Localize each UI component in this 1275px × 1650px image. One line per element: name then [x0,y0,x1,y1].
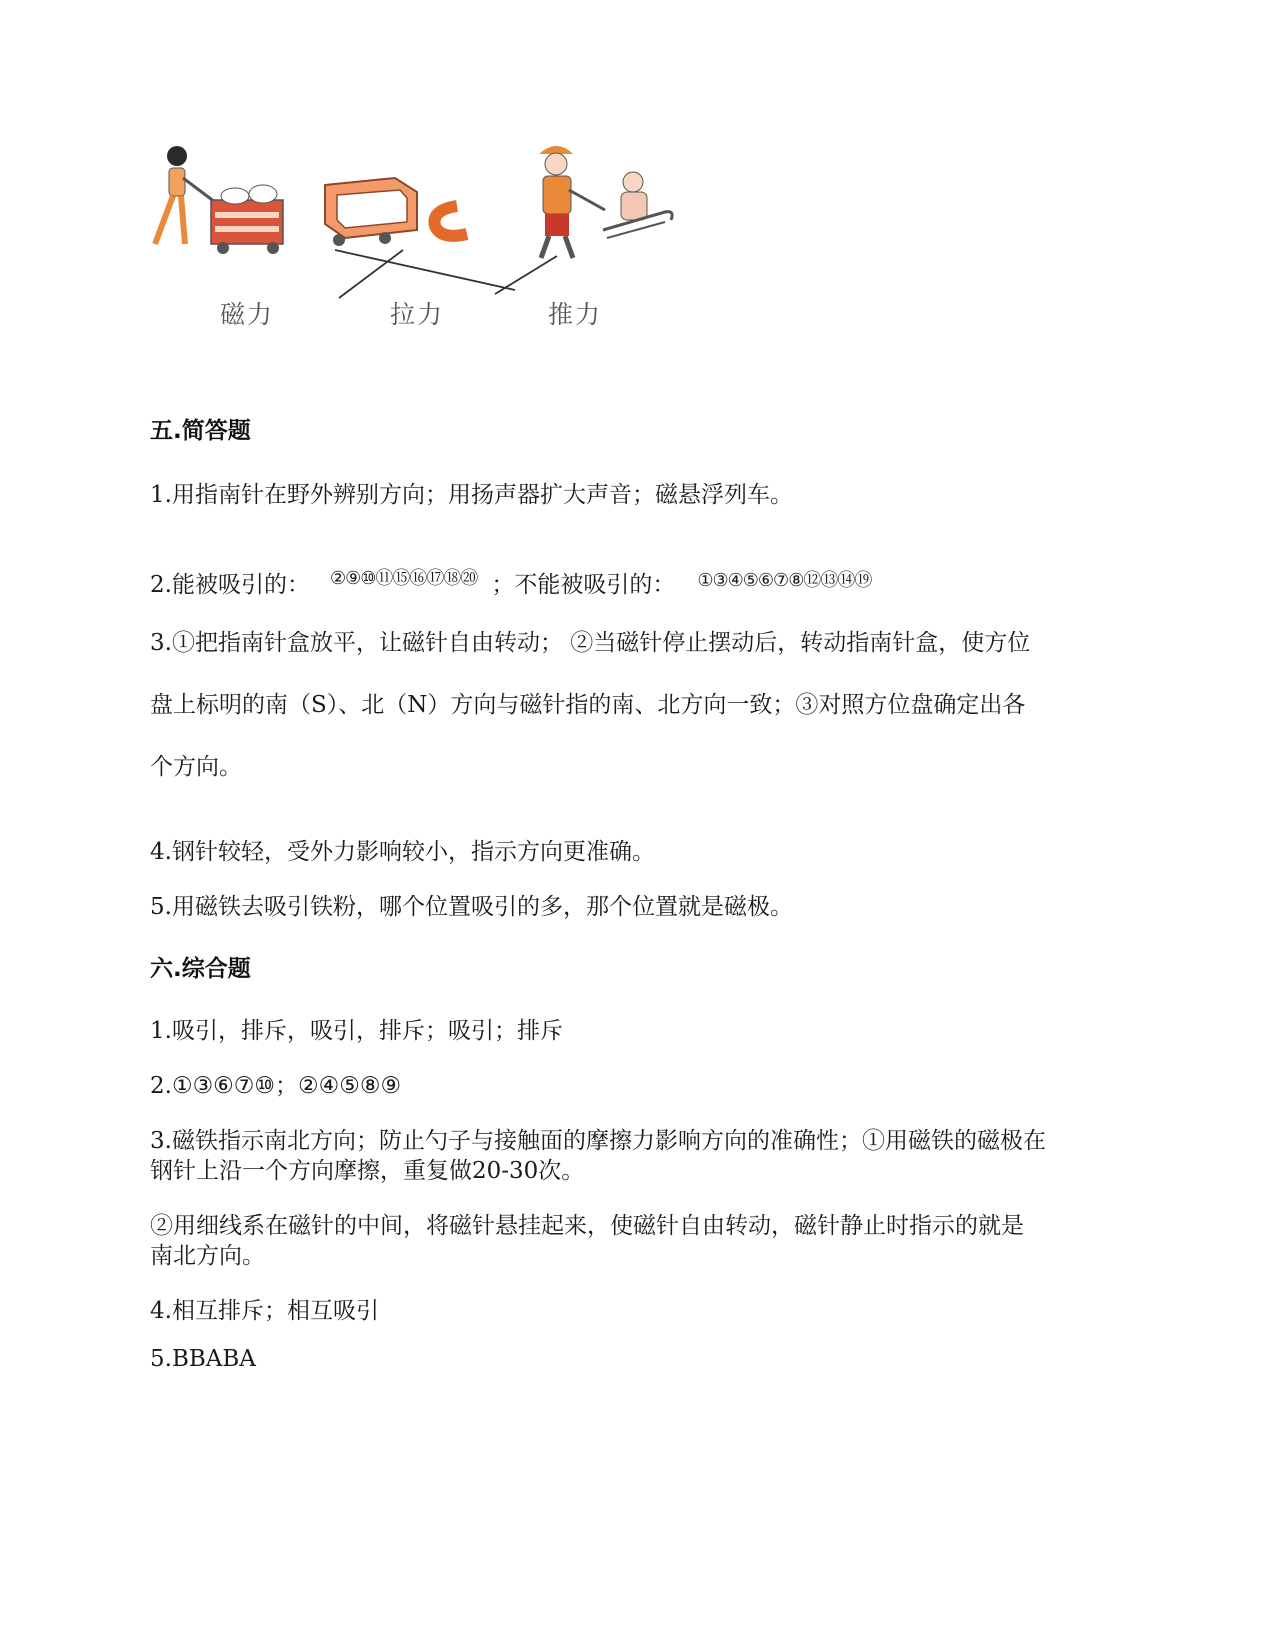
section6-q3a-line2: 钢针上沿一个方向摩擦，重复做20-30次。 [150,1158,585,1184]
section6-q4: 4.相互排斥；相互吸引 [150,1298,379,1324]
section6-heading: 六.综合题 [150,956,251,982]
section5-q3-line3: 个方向。 [150,754,242,780]
section5-q5: 5.用磁铁去吸引铁粉，哪个位置吸引的多，那个位置就是磁极。 [150,894,793,920]
section5-q2 [150,566,871,599]
iron-cart-magnet-image [325,178,467,246]
section6-q2: 2.①③⑥⑦⑩；②④⑤⑧⑨ [150,1073,402,1099]
match-line-1 [335,250,515,290]
boy-pushing-cart-image [155,146,283,254]
section6-q3b-line1: ②用细线系在磁针的中间，将磁针悬挂起来，使磁针自由转动，磁针静止时指示的就是 [150,1213,1024,1239]
section6-q3b-line2: 南北方向。 [150,1243,265,1269]
section5-q1: 1.用指南针在野外辨别方向；用扬声器扩大声音；磁悬浮列车。 [150,482,793,508]
section5-heading: 五.简答题 [150,418,251,444]
figure-label-magnetic-force: 磁力 [220,300,275,329]
section6-q3a-line1: 3.磁铁指示南北方向；防止勺子与接触面的摩擦力影响方向的准确性；①用磁铁的磁极在 [150,1128,1046,1154]
figure-label-pull-force: 拉力 [390,300,445,329]
section5-q3-line1: 3.①把指南针盒放平，让磁针自由转动； ②当磁针停止摆动后，转动指南针盒，使方位 [150,630,1031,656]
section5-q3-line2: 盘上标明的南（S）、北（N）方向与磁针指的南、北方向一致；③对照方位盘确定出各 [150,692,1026,718]
q2-attracted-list: ②⑨⑩⑪⑮⑯⑰⑱⑳ [329,568,478,589]
force-matching-figure [145,140,685,350]
section6-q1: 1.吸引，排斥，吸引，排斥；吸引；排斥 [150,1018,563,1044]
q2-not-attracted-list: ①③④⑤⑥⑦⑧⑫⑬⑭⑲ [697,570,872,591]
q2-prefix: 2.能被吸引的： [150,572,310,598]
section5-q4: 4.钢针较轻，受外力影响较小，指示方向更准确。 [150,839,655,865]
figure-label-push-force: 推力 [548,300,603,329]
child-pulling-sled-image [539,146,672,258]
match-line-3 [495,256,557,294]
section6-q5: 5.BBABA [150,1346,256,1372]
q2-middle: ；不能被吸引的： [491,572,676,598]
